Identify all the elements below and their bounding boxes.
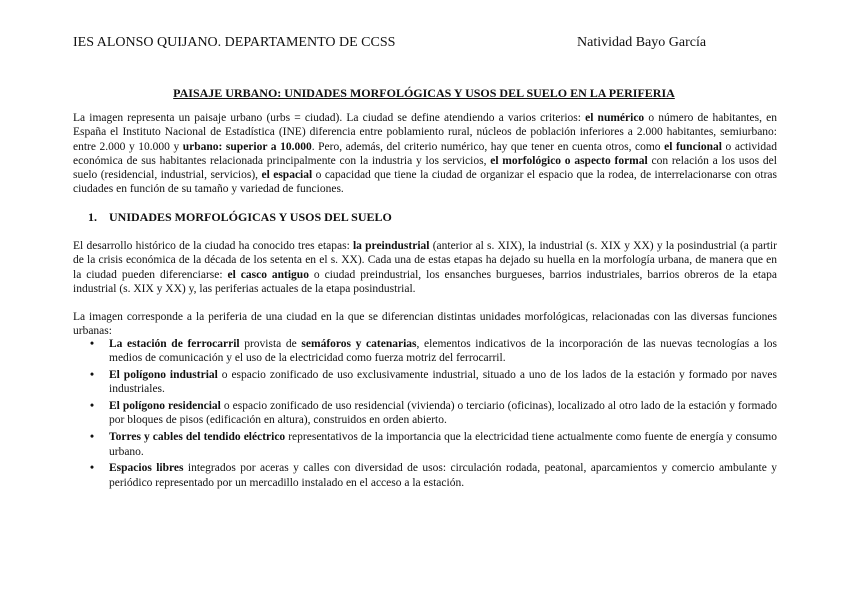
section-heading-text: UNIDADES MORFOLÓGICAS Y USOS DEL SUELO: [109, 210, 392, 224]
list-item: • El polígono industrial o espacio zonificado de uso exclusivamente industrial, situado a uno de los lados de la estación y formado por naves industriales.: [73, 368, 777, 397]
list-item: • Torres y cables del tendido eléctrico representativos de la importancia que la electricidad tiene actualmente como fuente de energía y consumo urbano.: [73, 430, 777, 459]
list-item: • El polígono residencial o espacio zonificado de uso residencial (vivienda) o terciario (oficinas), localizado al otro lado de la estación y formado por bloques de pisos (edificación en altura), construidos en orden abierto.: [73, 399, 777, 428]
list-item: • Espacios libres integrados por aceras y calles con diversidad de usos: circulación rodada, peatonal, aparcamientos y comercio ambulante y periódico representado por un mercadillo instalado en el acceso a la estación.: [73, 461, 777, 490]
page-title: PAISAJE URBANO: UNIDADES MORFOLÓGICAS Y USOS DEL SUELO EN LA PERIFERIA: [173, 86, 675, 100]
section-number: 1.: [88, 210, 97, 224]
morphological-units-list: [73, 337, 777, 492]
section-heading: [88, 210, 392, 225]
list-item: • La estación de ferrocarril provista de semáforos y catenarias, elementos indicativos de la incorporación de las nuevas tecnologías a los medios de comunicación y el uso de la electricidad como fuerza motriz del ferrocarril.: [73, 337, 777, 366]
periphery-paragraph: La imagen corresponde a la periferia de una ciudad en la que se diferencian distintas unidades morfológicas, relacionadas con las diversas funciones urbanas:: [73, 311, 777, 338]
intro-paragraph: La imagen representa un paisaje urbano (urbs = ciudad). La ciudad se define atendiendo a varios criterios: el numérico o número de habitantes, en España el Instituto Nacional de Estadística (INE) diferencia entre poblamiento rural, núcleos de población inferiores a 2.000 habitantes, semiurbano: entre 2.000 y 10.000 y urbano: superior a 10.000. Pero, además, del criterio numérico, hay que tener en cuenta otros, como el funcional o actividad económica de sus habitantes relacionada principalmente con la industria y los servicios, el morfológico o aspecto formal con relación a los usos del suelo (residencial, industrial, servicios), el espacial o capacidad que tiene la ciudad de organizar el espacio que la rodea, de interrelacionarse con otras ciudades en función de su tamaño y variedad de funciones.: [73, 112, 777, 196]
history-paragraph: El desarrollo histórico de la ciudad ha conocido tres etapas: la preindustrial (anterior al s. XIX), la industrial (s. XIX y XX) y la posindustrial (a partir de la crisis económica de la década de los setenta en el s. XX). Cada una de estas etapas ha dejado su huella en la morfología urbana, de manera que en la ciudad pueden diferenciarse: el casco antiguo o ciudad preindustrial, los ensanches burgueses, barrios industriales, barrios obreros de la etapa industrial (s. XIX y XX) y, las periferias actuales de la etapa posindustrial.: [73, 240, 777, 295]
header-left: IES ALONSO QUIJANO. DEPARTAMENTO DE CCSS: [73, 35, 396, 50]
header-author: Natividad Bayo García: [577, 35, 707, 50]
